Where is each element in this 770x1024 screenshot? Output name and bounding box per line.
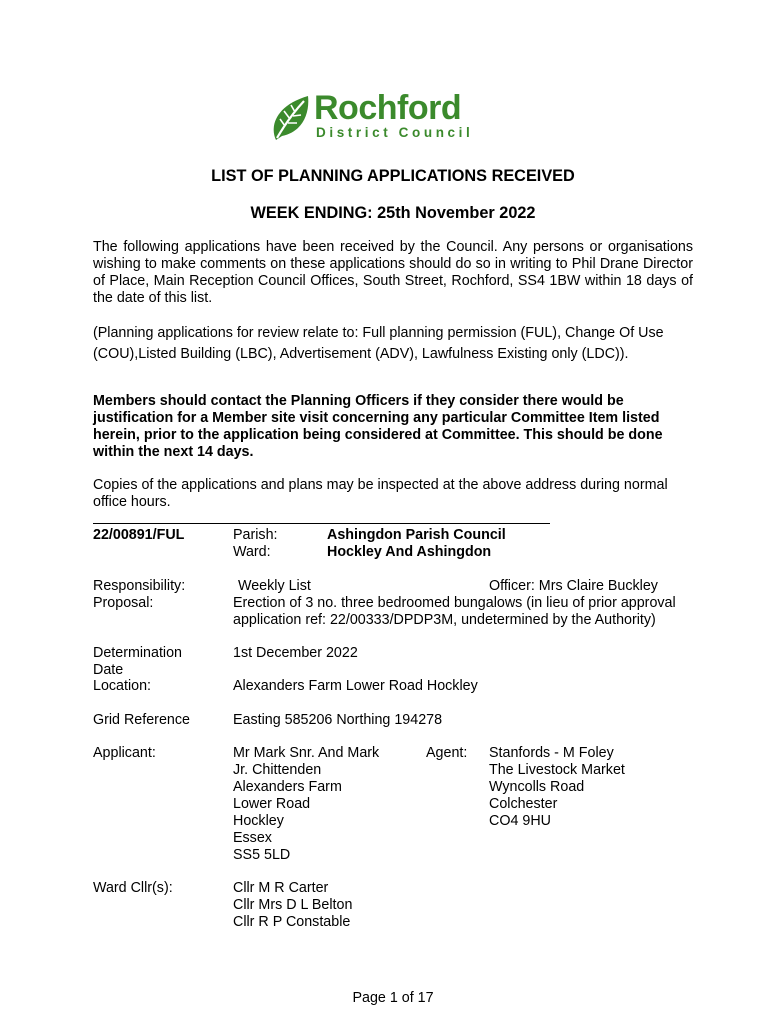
applicant-line: SS5 5LD	[233, 847, 291, 863]
determination-value: 1st December 2022	[233, 645, 358, 661]
cllr-name: Cllr R P Constable	[233, 914, 351, 930]
cllr-name: Cllr M R Carter	[233, 880, 329, 896]
page-number: Page 1 of 17	[352, 990, 434, 1006]
proposal-value: Erection of 3 no. three bedroomed bungalows (in lieu of prior approval application ref: 22/00333/DPDP3M, undetermined by the Authority)	[233, 595, 676, 628]
grid-reference-value: Easting 585206 Northing 194278	[233, 712, 443, 728]
page-title: LIST OF PLANNING APPLICATIONS RECEIVED	[211, 167, 575, 185]
agent-label: Agent:	[426, 745, 468, 761]
officer-value: Officer: Mrs Claire Buckley	[489, 578, 658, 594]
applicant-line: Hockley	[233, 813, 284, 829]
agent-line: Colchester	[489, 796, 558, 812]
intro-paragraph: The following applications have been received by the Council. Any persons or organisations wishing to make comments on these applications should do so in writing to Phil Drane Director of Place, Main Reception Council Offices, South Street, Rochford, SS4 1BW within 18 days of the date of this list.	[93, 239, 693, 306]
copies-note: Copies of the applications and plans may be inspected at the above address during normal office hours.	[93, 477, 668, 510]
members-note: Members should contact the Planning Officers if they consider there would be justification for a Member site visit concerning any particular Committee Item listed herein, prior to the application being considered at Committee. This should be done within the next 14 days.	[93, 393, 663, 460]
leaf-logo-icon	[268, 92, 314, 142]
agent-line: Wyncolls Road	[489, 779, 585, 795]
determination-label: Determination Date	[93, 645, 182, 678]
application-ref: 22/00891/FUL	[93, 527, 185, 543]
location-label: Location:	[93, 678, 152, 694]
applicant-line: Jr. Chittenden	[233, 762, 322, 778]
applicant-line: Lower Road	[233, 796, 311, 812]
responsibility-value: Weekly List	[238, 578, 311, 594]
logo-subtitle: District Council	[316, 125, 474, 140]
agent-line: The Livestock Market	[489, 762, 625, 778]
applicant-label: Applicant:	[93, 745, 156, 761]
application-types-note: (Planning applications for review relate to: Full planning permission (FUL), Change Of Use (COU),Listed Building (LBC), Advertisement (ADV), Lawfulness Existing only (LDC)).	[93, 325, 664, 362]
ward-cllrs-list	[233, 880, 433, 931]
applicant-line: Mr Mark Snr. And Mark	[233, 745, 380, 761]
responsibility-label: Responsibility:	[93, 578, 186, 594]
logo-name: Rochford	[314, 89, 462, 127]
applicant-line: Essex	[233, 830, 272, 846]
grid-reference-label: Grid Reference	[93, 712, 190, 728]
parish-label: Parish:	[233, 527, 278, 543]
applicant-line: Alexanders Farm	[233, 779, 342, 795]
location-value: Alexanders Farm Lower Road Hockley	[233, 678, 478, 694]
week-ending: WEEK ENDING: 25th November 2022	[250, 204, 536, 222]
ward-label: Ward:	[233, 544, 271, 560]
proposal-label: Proposal:	[93, 595, 154, 611]
divider	[93, 523, 550, 524]
agent-line: CO4 9HU	[489, 813, 551, 829]
agent-line: Stanfords - M Foley	[489, 745, 614, 761]
agent-address	[489, 745, 689, 830]
ward-cllrs-label: Ward Cllr(s):	[93, 880, 173, 896]
applicant-address	[233, 745, 423, 864]
parish-value: Ashingdon Parish Council	[327, 527, 506, 543]
ward-value: Hockley And Ashingdon	[327, 544, 492, 560]
cllr-name: Cllr Mrs D L Belton	[233, 897, 353, 913]
